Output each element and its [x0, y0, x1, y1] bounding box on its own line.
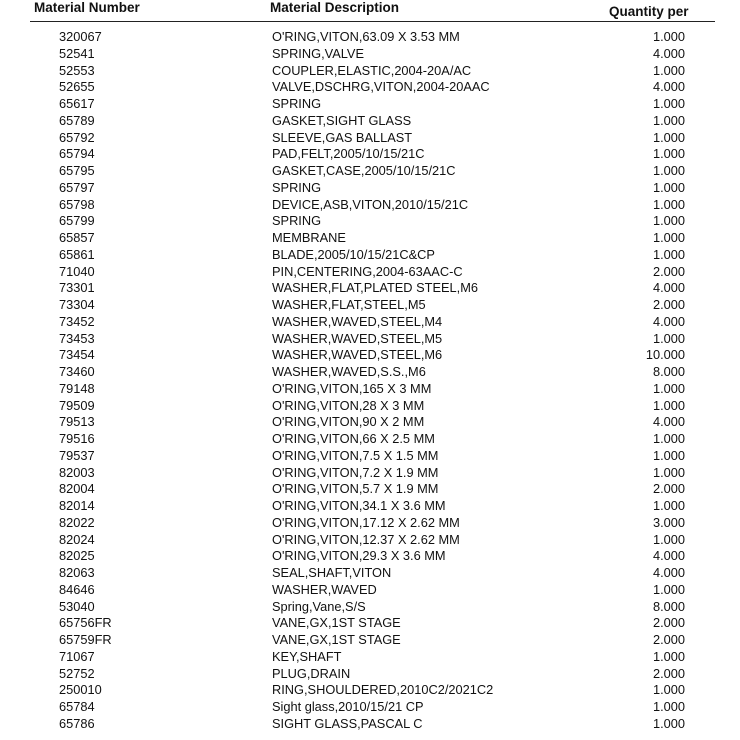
table-row [0, 96, 740, 113]
material-description-cell: GASKET,SIGHT GLASS [272, 112, 412, 128]
header-material-number: Material Number [34, 0, 140, 15]
material-description-cell: O'RING,VITON,29.3 X 3.6 MM [272, 548, 446, 564]
quantity-cell: 2.000 [652, 615, 685, 631]
material-description-cell: MEMBRANE [272, 230, 346, 245]
material-number-cell: 52752 [59, 665, 95, 681]
quantity-cell: 1.000 [652, 397, 685, 413]
material-number-cell: 65797 [59, 179, 95, 195]
material-number-cell: 73301 [59, 280, 95, 296]
table-row [0, 632, 740, 649]
table-row [0, 63, 740, 80]
quantity-cell: 1.000 [652, 213, 685, 229]
material-number-cell: 65794 [59, 146, 95, 162]
material-number-cell: 82004 [59, 481, 95, 497]
material-number-cell: 65798 [59, 196, 95, 212]
material-number-cell: 65795 [59, 163, 95, 178]
table-row [0, 113, 740, 130]
material-number-cell: 82024 [59, 531, 95, 547]
material-number-cell: 65861 [59, 246, 95, 262]
material-description-cell: VANE,GX,1ST STAGE [272, 615, 401, 631]
material-description-cell: PLUG,DRAIN [272, 665, 351, 681]
quantity-cell: 1.000 [652, 715, 685, 731]
table-row [0, 29, 740, 46]
quantity-cell: 2.000 [652, 665, 685, 681]
quantity-cell: 2.000 [652, 263, 685, 279]
table-row [0, 532, 740, 549]
table-row [0, 599, 740, 616]
material-description-cell: VALVE,DSCHRG,VITON,2004-20AAC [272, 79, 490, 95]
table-row [0, 213, 740, 230]
quantity-cell: 1.000 [652, 699, 685, 714]
material-number-cell: 65786 [59, 715, 95, 731]
material-description-cell: Spring,Vane,S/S [272, 598, 366, 614]
table-row [0, 364, 740, 381]
quantity-cell: 4.000 [652, 414, 685, 430]
material-description-cell: O'RING,VITON,12.37 X 2.62 MM [272, 531, 460, 547]
material-description-cell: SIGHT GLASS,PASCAL C [272, 715, 423, 731]
material-number-cell: 82025 [59, 548, 95, 564]
header-quantity-per: Quantity per [609, 4, 689, 19]
material-description-cell: SPRING [272, 213, 322, 229]
table-row [0, 548, 740, 565]
quantity-cell: 1.000 [652, 498, 685, 513]
table-row [0, 381, 740, 398]
material-description-cell: O'RING,VITON,66 X 2.5 MM [272, 431, 435, 446]
table-row [0, 649, 740, 666]
material-description-cell: WASHER,WAVED,STEEL,M6 [272, 347, 443, 363]
quantity-cell: 1.000 [652, 230, 685, 245]
material-number-cell: 71040 [59, 263, 95, 279]
material-number-cell: 82003 [59, 464, 95, 480]
material-description-cell: WASHER,WAVED,S.S.,M6 [272, 364, 426, 379]
table-row [0, 46, 740, 63]
quantity-cell: 1.000 [652, 179, 685, 195]
quantity-cell: 1.000 [652, 96, 685, 111]
quantity-cell: 4.000 [652, 548, 685, 564]
table-row [0, 615, 740, 632]
table-row [0, 247, 740, 264]
quantity-cell: 1.000 [652, 29, 685, 44]
material-number-cell: 82014 [59, 498, 95, 513]
quantity-cell: 4.000 [652, 313, 685, 329]
material-description-cell: COUPLER,ELASTIC,2004-20A/AC [272, 62, 472, 78]
quantity-cell: 2.000 [652, 481, 685, 497]
material-number-cell: 65784 [59, 699, 95, 714]
material-description-cell: O'RING,VITON,165 X 3 MM [272, 380, 432, 396]
table-row [0, 666, 740, 683]
table-row [0, 431, 740, 448]
material-number-cell: 73452 [59, 313, 95, 329]
material-number-cell: 79509 [59, 397, 95, 413]
quantity-cell: 4.000 [652, 565, 685, 580]
material-description-cell: O'RING,VITON,7.5 X 1.5 MM [272, 447, 439, 463]
quantity-cell: 1.000 [652, 581, 685, 597]
quantity-cell: 1.000 [652, 531, 685, 547]
quantity-cell: 1.000 [652, 62, 685, 78]
table-row [0, 264, 740, 281]
table-row [0, 180, 740, 197]
material-description-cell: GASKET,CASE,2005/10/15/21C [272, 163, 456, 178]
material-number-cell: 79537 [59, 447, 95, 463]
material-number-cell: 84646 [59, 581, 95, 597]
quantity-cell: 1.000 [652, 330, 685, 346]
table-row [0, 448, 740, 465]
quantity-cell: 4.000 [652, 45, 685, 61]
table-row [0, 582, 740, 599]
quantity-cell: 10.000 [645, 347, 685, 363]
quantity-cell: 1.000 [652, 112, 685, 128]
quantity-cell: 4.000 [652, 280, 685, 296]
parts-table-body [0, 29, 740, 733]
material-description-cell: BLADE,2005/10/15/21C&CP [272, 246, 435, 262]
material-number-cell: 79516 [59, 431, 95, 446]
table-row [0, 297, 740, 314]
material-number-cell: 65789 [59, 112, 95, 128]
material-number-cell: 320067 [59, 29, 102, 44]
material-description-cell: Sight glass,2010/15/21 CP [272, 699, 424, 714]
quantity-cell: 2.000 [652, 632, 685, 647]
table-row [0, 146, 740, 163]
quantity-cell: 1.000 [652, 431, 685, 446]
header-material-description: Material Description [270, 0, 400, 15]
table-row [0, 130, 740, 147]
table-row [0, 481, 740, 498]
table-row [0, 163, 740, 180]
quantity-cell: 2.000 [652, 297, 685, 312]
material-number-cell: 53040 [59, 598, 95, 614]
table-header [0, 0, 740, 22]
quantity-cell: 1.000 [652, 129, 685, 145]
material-description-cell: O'RING,VITON,34.1 X 3.6 MM [272, 498, 446, 513]
material-number-cell: 73304 [59, 297, 95, 312]
material-number-cell: 52541 [59, 45, 95, 61]
material-description-cell: SLEEVE,GAS BALLAST [272, 129, 413, 145]
material-description-cell: KEY,SHAFT [272, 648, 342, 664]
material-number-cell: 65759FR [59, 632, 112, 647]
table-row [0, 565, 740, 582]
table-row [0, 280, 740, 297]
quantity-cell: 1.000 [652, 682, 685, 698]
material-description-cell: WASHER,FLAT,STEEL,M5 [272, 297, 426, 312]
table-row [0, 515, 740, 532]
material-number-cell: 82063 [59, 565, 95, 580]
material-number-cell: 52655 [59, 79, 95, 95]
material-number-cell: 52553 [59, 62, 95, 78]
material-description-cell: WASHER,WAVED,STEEL,M5 [272, 330, 443, 346]
quantity-cell: 1.000 [652, 196, 685, 212]
quantity-cell: 1.000 [652, 380, 685, 396]
quantity-cell: 1.000 [652, 246, 685, 262]
table-row [0, 398, 740, 415]
quantity-cell: 8.000 [652, 598, 685, 614]
table-row [0, 414, 740, 431]
material-number-cell: 73454 [59, 347, 95, 363]
material-number-cell: 79148 [59, 380, 95, 396]
material-number-cell: 250010 [59, 682, 102, 698]
table-row [0, 682, 740, 699]
material-description-cell: O'RING,VITON,5.7 X 1.9 MM [272, 481, 439, 497]
material-description-cell: O'RING,VITON,63.09 X 3.53 MM [272, 29, 460, 44]
material-description-cell: SEAL,SHAFT,VITON [272, 565, 392, 580]
quantity-cell: 1.000 [652, 163, 685, 178]
material-description-cell: WASHER,FLAT,PLATED STEEL,M6 [272, 280, 478, 296]
material-description-cell: O'RING,VITON,90 X 2 MM [272, 414, 425, 430]
material-number-cell: 65617 [59, 96, 95, 111]
material-number-cell: 65792 [59, 129, 95, 145]
table-row [0, 498, 740, 515]
quantity-cell: 4.000 [652, 79, 685, 95]
table-row [0, 465, 740, 482]
material-description-cell: O'RING,VITON,7.2 X 1.9 MM [272, 464, 439, 480]
material-number-cell: 82022 [59, 514, 95, 530]
material-number-cell: 79513 [59, 414, 95, 430]
material-description-cell: O'RING,VITON,28 X 3 MM [272, 397, 425, 413]
quantity-cell: 1.000 [652, 648, 685, 664]
material-description-cell: PAD,FELT,2005/10/15/21C [272, 146, 425, 162]
table-row [0, 331, 740, 348]
material-number-cell: 73453 [59, 330, 95, 346]
material-number-cell: 65857 [59, 230, 95, 245]
table-row [0, 699, 740, 716]
material-number-cell: 73460 [59, 364, 95, 379]
material-number-cell: 65756FR [59, 615, 112, 631]
table-row [0, 314, 740, 331]
table-row [0, 716, 740, 733]
material-description-cell: O'RING,VITON,17.12 X 2.62 MM [272, 514, 460, 530]
material-description-cell: SPRING [272, 179, 322, 195]
quantity-cell: 1.000 [652, 464, 685, 480]
material-description-cell: VANE,GX,1ST STAGE [272, 632, 401, 647]
material-description-cell: WASHER,WAVED,STEEL,M4 [272, 313, 443, 329]
table-row [0, 197, 740, 214]
table-row [0, 347, 740, 364]
quantity-cell: 1.000 [652, 146, 685, 162]
header-divider [30, 21, 715, 22]
material-number-cell: 71067 [59, 648, 95, 664]
material-description-cell: SPRING [272, 96, 322, 111]
material-description-cell: RING,SHOULDERED,2010C2/2021C2 [272, 682, 494, 698]
material-number-cell: 65799 [59, 213, 95, 229]
material-description-cell: DEVICE,ASB,VITON,2010/15/21C [272, 196, 469, 212]
table-row [0, 79, 740, 96]
material-description-cell: WASHER,WAVED [272, 581, 377, 597]
table-row [0, 230, 740, 247]
quantity-cell: 1.000 [652, 447, 685, 463]
quantity-cell: 3.000 [652, 514, 685, 530]
material-description-cell: SPRING,VALVE [272, 45, 364, 61]
material-description-cell: PIN,CENTERING,2004-63AAC-C [272, 263, 463, 279]
quantity-cell: 8.000 [652, 364, 685, 379]
